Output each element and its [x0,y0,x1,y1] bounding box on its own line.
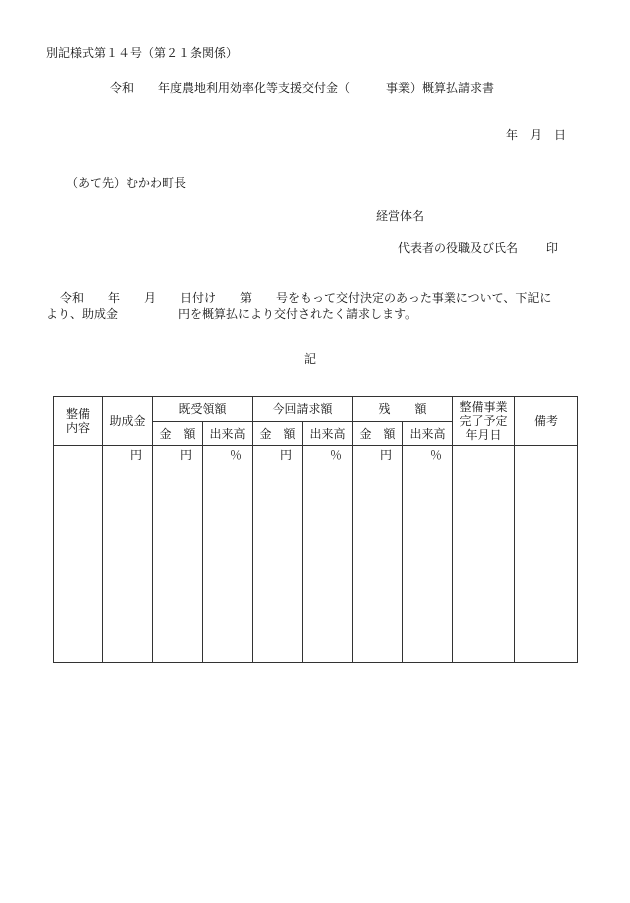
cell-remaining-amount-unit: 円 [353,446,403,663]
cell-current-progress-unit: ％ [303,446,353,663]
subheader-received-progress: 出来高 [203,422,253,446]
addressee: （あて先）むかわ町長 [66,176,187,190]
cell-received-amount-unit: 円 [153,446,203,663]
cell-subsidy-unit: 円 [103,446,153,663]
cell-remarks [515,446,578,663]
header-remaining: 残 額 [353,397,453,422]
cell-work-content [54,446,103,663]
header-work-content: 整備 内容 [54,397,103,446]
organization-name-label: 経営体名 [376,209,425,223]
header-current-request: 今回請求額 [253,397,353,422]
subheader-remaining-amount: 金 額 [353,422,403,446]
ki-label: 記 [304,352,317,366]
subheader-remaining-progress: 出来高 [403,422,453,446]
form-number: 別記様式第１４号（第２１条関係） [46,46,239,60]
subheader-received-amount: 金 額 [153,422,203,446]
body-text-line-1: 令和 年 月 日付け 第 号をもって交付決定のあった事業について、下記に [60,291,552,305]
request-table [53,396,578,663]
cell-remaining-progress-unit: ％ [403,446,453,663]
subheader-current-amount: 金 額 [253,422,303,446]
cell-completion-date [453,446,515,663]
date-line: 年 月 日 [506,128,567,142]
header-subsidy: 助成金 [103,397,153,446]
header-remarks: 備考 [515,397,578,446]
document-title: 令和 年度農地利用効率化等支援交付金（ 事業）概算払請求書 [110,81,495,95]
representative-label: 代表者の役職及び氏名 印 [398,241,558,255]
header-received: 既受領額 [153,397,253,422]
cell-current-amount-unit: 円 [253,446,303,663]
subheader-current-progress: 出来高 [303,422,353,446]
cell-received-progress-unit: ％ [203,446,253,663]
body-text-line-2: より、助成金 円を概算払により交付されたく請求します。 [46,307,418,321]
header-completion-date: 整備事業 完了予定 年月日 [453,397,515,446]
